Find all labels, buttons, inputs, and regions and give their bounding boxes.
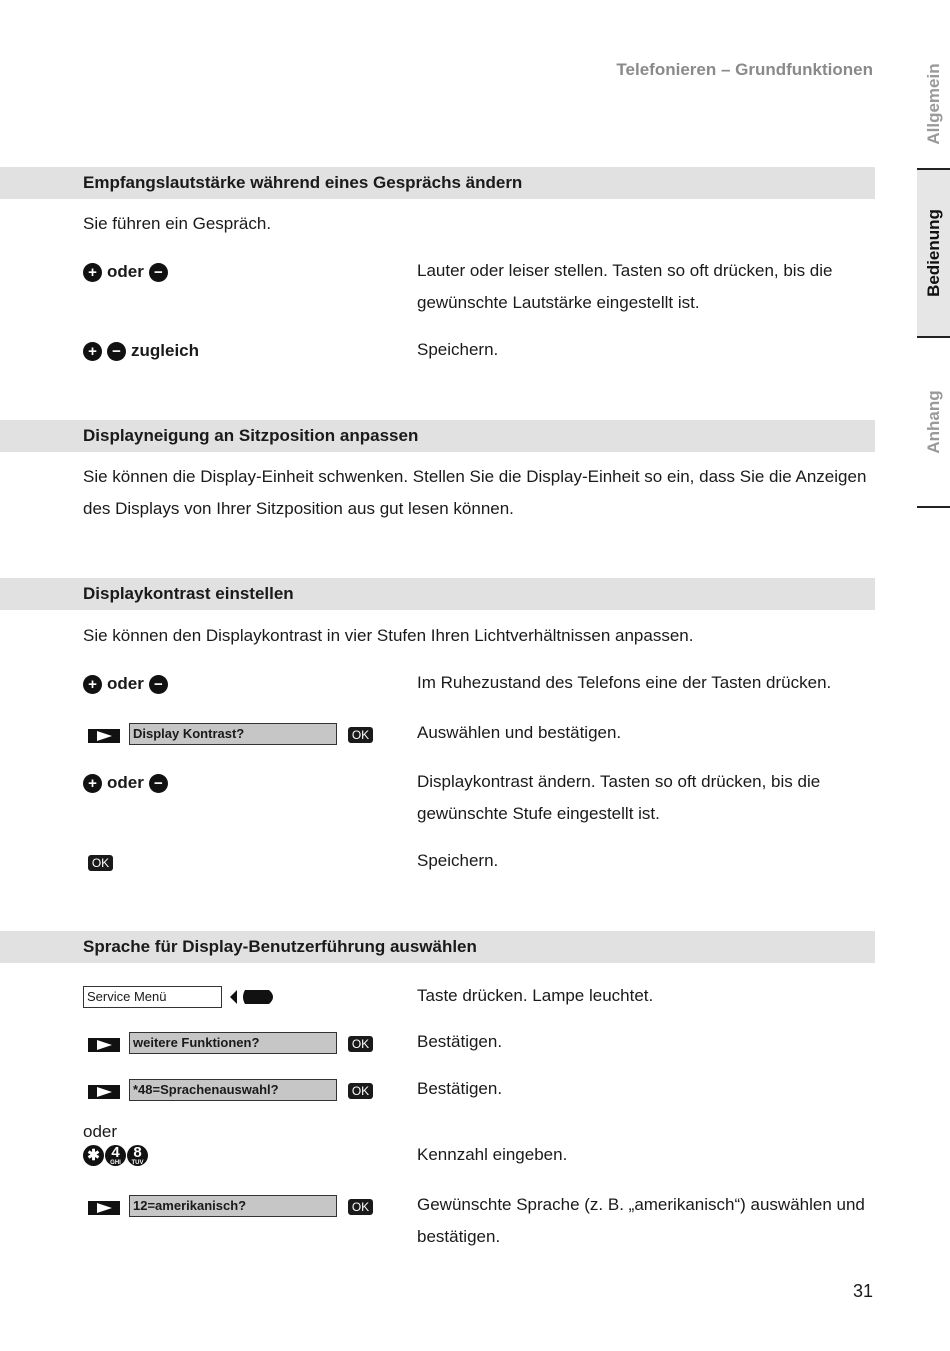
code-keys xyxy=(83,1145,149,1166)
key-plus-and-minus xyxy=(83,340,199,362)
display-line: 12=amerikanisch? xyxy=(129,1195,337,1217)
section-header-language xyxy=(0,931,875,963)
arrow-key-icon xyxy=(86,1199,122,1217)
intro-text: Sie führen ein Gespräch. xyxy=(83,214,272,233)
display-line: *48=Sprachenauswahl? xyxy=(129,1079,337,1101)
arrow-key-icon xyxy=(86,1083,122,1101)
minus-key-icon: − xyxy=(107,342,126,361)
display-line: Display Kontrast? xyxy=(129,723,337,745)
ok-key-icon: OK xyxy=(88,855,113,871)
step-description: Displaykontrast ändern. Tasten so oft drücken, bis die gewünschte Stufe eingestellt ist. xyxy=(417,772,821,823)
side-tab-allgemein[interactable] xyxy=(917,40,950,168)
service-key-with-lamp-icon xyxy=(227,987,279,1007)
star-key-icon xyxy=(83,1145,104,1166)
step-description: Bestätigen. xyxy=(417,1032,503,1051)
step-description: Lauter oder leiser stellen. Tasten so oft drücken, bis die gewünschte Lautstärke eingestellt ist. xyxy=(417,261,833,312)
intro-text: Sie können den Displaykontrast in vier Stufen Ihren Lichtverhältnissen anpassen. xyxy=(83,626,694,645)
key-letters: GHI xyxy=(110,1160,121,1166)
key-connector-text: oder xyxy=(107,674,144,693)
step-description: Bestätigen. xyxy=(417,1079,503,1098)
running-header: Telefonieren – Grundfunktionen xyxy=(616,60,873,79)
step-description: Gewünschte Sprache (z. B. „amerikanisch“) auswählen und bestätigen. xyxy=(417,1195,865,1246)
plus-key-icon: + xyxy=(83,342,102,361)
side-tab-label: Anhang xyxy=(923,390,943,454)
digit-4-key-icon xyxy=(105,1145,126,1166)
ok-key-icon: OK xyxy=(348,1036,373,1052)
side-tab-label: Bedienung xyxy=(923,209,943,297)
minus-key-icon: − xyxy=(149,774,168,793)
side-tab-bedienung[interactable] xyxy=(917,168,950,338)
plus-key-icon: + xyxy=(83,774,102,793)
side-tab-anhang[interactable] xyxy=(917,338,950,508)
key-digit: 4 xyxy=(111,1144,120,1161)
key-digit: 8 xyxy=(133,1144,142,1161)
section-title: Sprache für Display-Benutzerführung auswählen xyxy=(83,937,477,956)
display-line: weitere Funktionen? xyxy=(129,1032,337,1054)
step-description: Speichern. xyxy=(417,851,499,870)
key-digit: ✱ xyxy=(87,1147,100,1164)
key-connector-text: oder xyxy=(107,262,144,281)
key-connector-text: oder xyxy=(107,773,144,792)
ok-key-icon: OK xyxy=(348,727,373,743)
page-number: 31 xyxy=(852,1281,873,1301)
minus-key-icon: − xyxy=(149,675,168,694)
digit-8-key-icon xyxy=(127,1145,148,1166)
or-text: oder xyxy=(83,1122,118,1141)
step-description: Kennzahl eingeben. xyxy=(417,1145,568,1164)
key-letters: TUV xyxy=(131,1160,144,1166)
plus-key-icon: + xyxy=(83,263,102,282)
body-text: Sie können die Display-Einheit schwenken. Stellen Sie die Display-Einheit so ein, dass Sie die Anzeigen des Displays von Ihrer Sitzposition aus gut lesen können. xyxy=(83,467,867,518)
side-tab-label: Allgemein xyxy=(923,63,943,145)
section-title: Displayneigung an Sitzposition anpassen xyxy=(83,426,419,445)
arrow-key-icon xyxy=(86,1036,122,1054)
key-connector-text: zugleich xyxy=(131,341,200,360)
section-header-volume xyxy=(0,167,875,199)
key-plus-or-minus xyxy=(83,261,168,283)
step-description: Taste drücken. Lampe leuchtet. xyxy=(417,986,654,1005)
service-menu-display: Service Menü xyxy=(83,986,222,1008)
section-header-tilt xyxy=(0,420,875,452)
key-plus-or-minus xyxy=(83,673,168,695)
plus-key-icon: + xyxy=(83,675,102,694)
step-description: Auswählen und bestätigen. xyxy=(417,723,622,742)
ok-key-icon: OK xyxy=(348,1083,373,1099)
step-description: Speichern. xyxy=(417,340,499,359)
ok-key-icon: OK xyxy=(348,1199,373,1215)
step-description: Im Ruhezustand des Telefons eine der Tasten drücken. xyxy=(417,673,832,692)
arrow-key-icon xyxy=(86,727,122,745)
section-header-contrast xyxy=(0,578,875,610)
section-title: Empfangslautstärke während eines Gesprächs ändern xyxy=(83,173,523,192)
section-title: Displaykontrast einstellen xyxy=(83,584,294,603)
minus-key-icon: − xyxy=(149,263,168,282)
key-plus-or-minus xyxy=(83,772,168,794)
